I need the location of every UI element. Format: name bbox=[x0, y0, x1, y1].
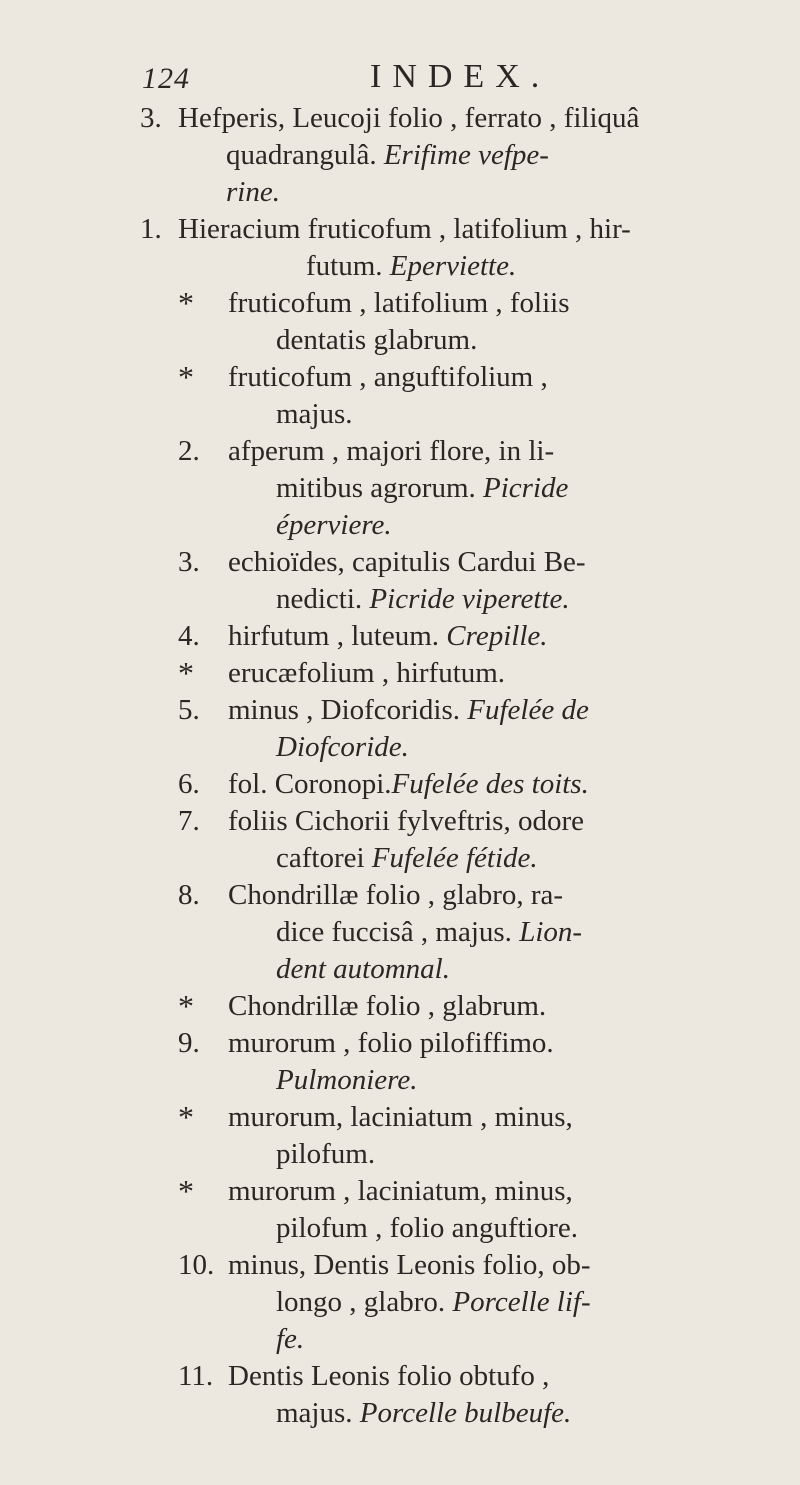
entry-number: 1. bbox=[140, 213, 162, 245]
entry-italic: Fufelée de bbox=[467, 694, 589, 726]
index-entry bbox=[0, 655, 800, 692]
entry-roman: fruticofum , anguftifolium , bbox=[228, 361, 548, 393]
entry-line bbox=[228, 359, 773, 396]
index-entry bbox=[0, 544, 800, 618]
entry-number: 2. bbox=[178, 435, 200, 467]
entry-roman: dentatis glabrum. bbox=[276, 324, 478, 356]
entry-line bbox=[228, 1210, 773, 1247]
index-entry bbox=[0, 1099, 800, 1173]
entry-text bbox=[228, 433, 773, 544]
entry-line bbox=[178, 137, 723, 174]
entry-roman: murorum , laciniatum, minus, bbox=[228, 1175, 573, 1207]
entry-line bbox=[228, 951, 773, 988]
index-entry bbox=[0, 1358, 800, 1432]
entry-line bbox=[228, 1247, 773, 1284]
index-entry bbox=[0, 433, 800, 544]
entry-italic: Picride bbox=[483, 472, 569, 504]
entry-marker: * bbox=[178, 1173, 194, 1209]
entry-line bbox=[228, 581, 773, 618]
entry-roman: quadrangulâ. bbox=[226, 139, 384, 171]
entry-italic: Fufelée des toits. bbox=[391, 768, 589, 800]
entry-roman: fol. Coronopi. bbox=[228, 768, 392, 800]
entry-line bbox=[228, 433, 773, 470]
entry-italic: Picride viperette. bbox=[369, 583, 570, 615]
entry-line bbox=[228, 322, 773, 359]
entry-marker: * bbox=[178, 359, 194, 395]
entry-line bbox=[228, 1136, 773, 1173]
entry-number: 8. bbox=[178, 879, 200, 911]
entry-italic: dent automnal. bbox=[276, 953, 450, 985]
entry-roman: echioïdes, capitulis Cardui Be- bbox=[228, 546, 586, 578]
index-entry bbox=[0, 618, 800, 655]
entry-marker: * bbox=[178, 988, 194, 1024]
index-entry bbox=[0, 285, 800, 359]
entry-number: 4. bbox=[178, 620, 200, 652]
entry-roman: murorum , folio pilofiffimo. bbox=[228, 1027, 554, 1059]
entry-text bbox=[228, 803, 773, 877]
entry-italic: Eperviette. bbox=[389, 250, 517, 282]
entry-roman: minus, Dentis Leonis folio, ob- bbox=[228, 1249, 591, 1281]
entry-roman: foliis Cichorii fylveftris, odore bbox=[228, 805, 584, 837]
entry-roman: minus , Diofcoridis. bbox=[228, 694, 468, 726]
running-title: INDEX. bbox=[370, 58, 551, 95]
entry-roman: majus. bbox=[276, 398, 353, 430]
entry-line bbox=[228, 618, 773, 655]
entry-number: 11. bbox=[178, 1360, 214, 1392]
entry-roman: pilofum. bbox=[276, 1138, 376, 1170]
entry-number: 7. bbox=[178, 805, 200, 837]
entry-italic: Fufelée fétide. bbox=[371, 842, 538, 874]
entry-text bbox=[228, 359, 773, 433]
index-entry bbox=[0, 877, 800, 988]
index-entries bbox=[0, 100, 800, 1432]
running-header bbox=[0, 58, 800, 98]
entry-marker: * bbox=[178, 285, 194, 321]
entry-roman: majus. bbox=[276, 1397, 360, 1429]
entry-italic: éperviere. bbox=[276, 509, 392, 541]
entry-line bbox=[228, 1284, 773, 1321]
entry-text bbox=[228, 1099, 773, 1173]
entry-line bbox=[228, 285, 773, 322]
entry-line bbox=[228, 803, 773, 840]
index-entry bbox=[0, 1025, 800, 1099]
entry-italic: Crepille. bbox=[446, 620, 548, 652]
entry-line bbox=[228, 914, 773, 951]
entry-roman: fruticofum , latifolium , foliis bbox=[228, 287, 570, 319]
entry-roman: murorum, laciniatum , minus, bbox=[228, 1101, 573, 1133]
entry-line bbox=[228, 507, 773, 544]
entry-line bbox=[228, 766, 773, 803]
entry-text bbox=[228, 692, 773, 766]
index-entry bbox=[0, 359, 800, 433]
entry-number: 10. bbox=[178, 1249, 215, 1281]
entry-roman: Hefperis, Leucoji folio , ferrato , filiquâ bbox=[178, 102, 640, 134]
index-entry bbox=[0, 766, 800, 803]
entry-line bbox=[228, 1062, 773, 1099]
index-entry bbox=[0, 211, 800, 285]
entry-text bbox=[228, 655, 773, 692]
entry-text bbox=[228, 766, 773, 803]
index-entry bbox=[0, 692, 800, 766]
entry-roman: Hieracium fruticofum , latifolium , hir- bbox=[178, 213, 631, 245]
entry-text bbox=[228, 1358, 773, 1432]
entry-number: 3. bbox=[140, 102, 162, 134]
entry-line bbox=[178, 174, 723, 211]
entry-italic: Porcelle bulbeufe. bbox=[359, 1397, 572, 1429]
entry-number: 9. bbox=[178, 1027, 200, 1059]
entry-italic: fe. bbox=[276, 1323, 305, 1355]
index-entry bbox=[0, 100, 800, 211]
entry-number: 5. bbox=[178, 694, 200, 726]
entry-italic: rine. bbox=[226, 176, 280, 208]
entry-number: 6. bbox=[178, 768, 200, 800]
entry-italic: Erifime vefpe- bbox=[383, 139, 549, 171]
entry-roman: mitibus agrorum. bbox=[276, 472, 484, 504]
entry-italic: Pulmoniere. bbox=[276, 1064, 418, 1096]
entry-line bbox=[178, 100, 723, 137]
entry-text bbox=[228, 1025, 773, 1099]
entry-line bbox=[228, 396, 773, 433]
page-number: 124 bbox=[142, 62, 190, 95]
entry-line bbox=[228, 1321, 773, 1358]
entry-roman: hirfutum , luteum. bbox=[228, 620, 447, 652]
index-entry bbox=[0, 1173, 800, 1247]
entry-marker: * bbox=[178, 655, 194, 691]
entry-line bbox=[178, 211, 723, 248]
entry-line bbox=[228, 1099, 773, 1136]
entry-line bbox=[228, 877, 773, 914]
entry-line bbox=[228, 1395, 773, 1432]
entry-text bbox=[228, 285, 773, 359]
index-entry bbox=[0, 803, 800, 877]
entry-text bbox=[228, 1173, 773, 1247]
entry-roman: afperum , majori flore, in li- bbox=[228, 435, 555, 467]
entry-line bbox=[228, 729, 773, 766]
entry-line bbox=[228, 988, 773, 1025]
entry-roman: futum. bbox=[306, 250, 390, 282]
entry-roman: dice fuccisâ , majus. bbox=[276, 916, 520, 948]
index-entry bbox=[0, 988, 800, 1025]
entry-roman: Chondrillæ folio , glabrum. bbox=[228, 990, 547, 1022]
entry-text bbox=[228, 988, 773, 1025]
entry-roman: longo , glabro. bbox=[276, 1286, 453, 1318]
entry-line bbox=[178, 248, 723, 285]
entry-marker: * bbox=[178, 1099, 194, 1135]
entry-number: 3. bbox=[178, 546, 200, 578]
entry-line bbox=[228, 1025, 773, 1062]
entry-roman: Chondrillæ folio , glabro, ra- bbox=[228, 879, 564, 911]
entry-roman: caftorei bbox=[276, 842, 372, 874]
entry-text bbox=[228, 618, 773, 655]
entry-italic: Diofcoride. bbox=[276, 731, 409, 763]
entry-text bbox=[228, 1247, 773, 1358]
entry-line bbox=[228, 544, 773, 581]
entry-line bbox=[228, 470, 773, 507]
entry-italic: Lion- bbox=[519, 916, 583, 948]
entry-text bbox=[228, 877, 773, 988]
entry-line bbox=[228, 692, 773, 729]
entry-roman: erucæfolium , hirfutum. bbox=[228, 657, 506, 689]
entry-line bbox=[228, 1358, 773, 1395]
entry-roman: Dentis Leonis folio obtufo , bbox=[228, 1360, 550, 1392]
entry-roman: pilofum , folio anguftiore. bbox=[276, 1212, 579, 1244]
entry-text bbox=[228, 544, 773, 618]
entry-line bbox=[228, 655, 773, 692]
entry-text bbox=[178, 100, 723, 211]
entry-line bbox=[228, 840, 773, 877]
entry-text bbox=[178, 211, 723, 285]
entry-line bbox=[228, 1173, 773, 1210]
entry-italic: Porcelle lif- bbox=[452, 1286, 591, 1318]
index-entry bbox=[0, 1247, 800, 1358]
entry-roman: nedicti. bbox=[276, 583, 370, 615]
